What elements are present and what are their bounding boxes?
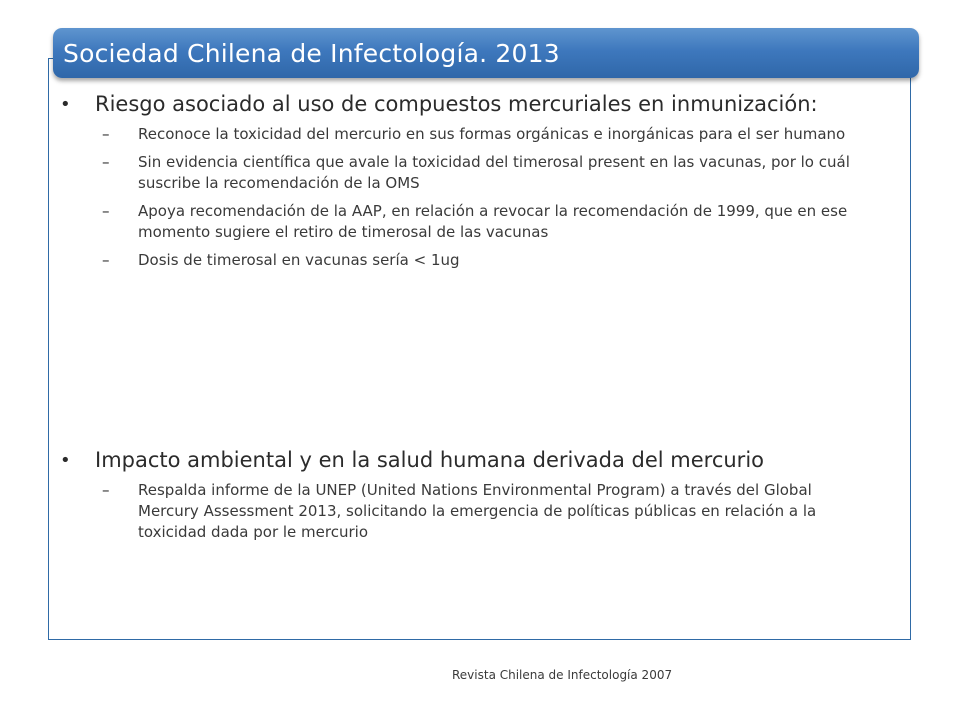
- bullet-block-risk: [60, 90, 900, 278]
- dash-marker: –: [102, 153, 110, 171]
- sub-bullet: [60, 152, 900, 194]
- dash-marker: –: [102, 202, 110, 220]
- sub-bullet-list: [60, 124, 900, 271]
- bullet-marker: •: [60, 94, 71, 115]
- title-bar: [53, 28, 919, 78]
- sub-bullet: [60, 250, 900, 271]
- bullet-block-environment: [60, 446, 900, 550]
- main-bullet-text: Impacto ambiental y en la salud humana derivada del mercurio: [95, 448, 764, 472]
- sub-bullet: [60, 201, 900, 243]
- sub-bullet-list: [60, 480, 900, 543]
- sub-bullet-text: Sin evidencia científica que avale la toxicidad del timerosal present en las vacunas, por lo cuál suscribe la recomendación de la OMS: [138, 153, 850, 192]
- main-bullet: [60, 446, 900, 476]
- sub-bullet: [60, 480, 900, 543]
- dash-marker: –: [102, 481, 110, 499]
- sub-bullet-text: Respalda informe de la UNEP (United Nations Environmental Program) a través del Global Mercury Assessment 2013, solicitando la emergencia de políticas públicas en relación a la toxicidad dada por le mercurio: [138, 481, 817, 541]
- sub-bullet: [60, 124, 900, 145]
- main-bullet-text: Riesgo asociado al uso de compuestos mercuriales en inmunización:: [95, 92, 818, 116]
- sub-bullet-text: Reconoce la toxicidad del mercurio en sus formas orgánicas e inorgánicas para el ser humano: [138, 125, 846, 143]
- sub-bullet-text: Dosis de timerosal en vacunas sería < 1ug: [138, 251, 460, 269]
- dash-marker: –: [102, 251, 110, 269]
- dash-marker: –: [102, 125, 110, 143]
- main-bullet: [60, 90, 900, 120]
- slide-title: Sociedad Chilena de Infectología. 2013: [63, 38, 560, 68]
- bullet-marker: •: [60, 450, 71, 471]
- sub-bullet-text: Apoya recomendación de la AAP, en relación a revocar la recomendación de 1999, que en ese momento sugiere el retiro de timerosal de las vacunas: [138, 202, 848, 241]
- footer-reference: Revista Chilena de Infectología 2007: [452, 668, 673, 682]
